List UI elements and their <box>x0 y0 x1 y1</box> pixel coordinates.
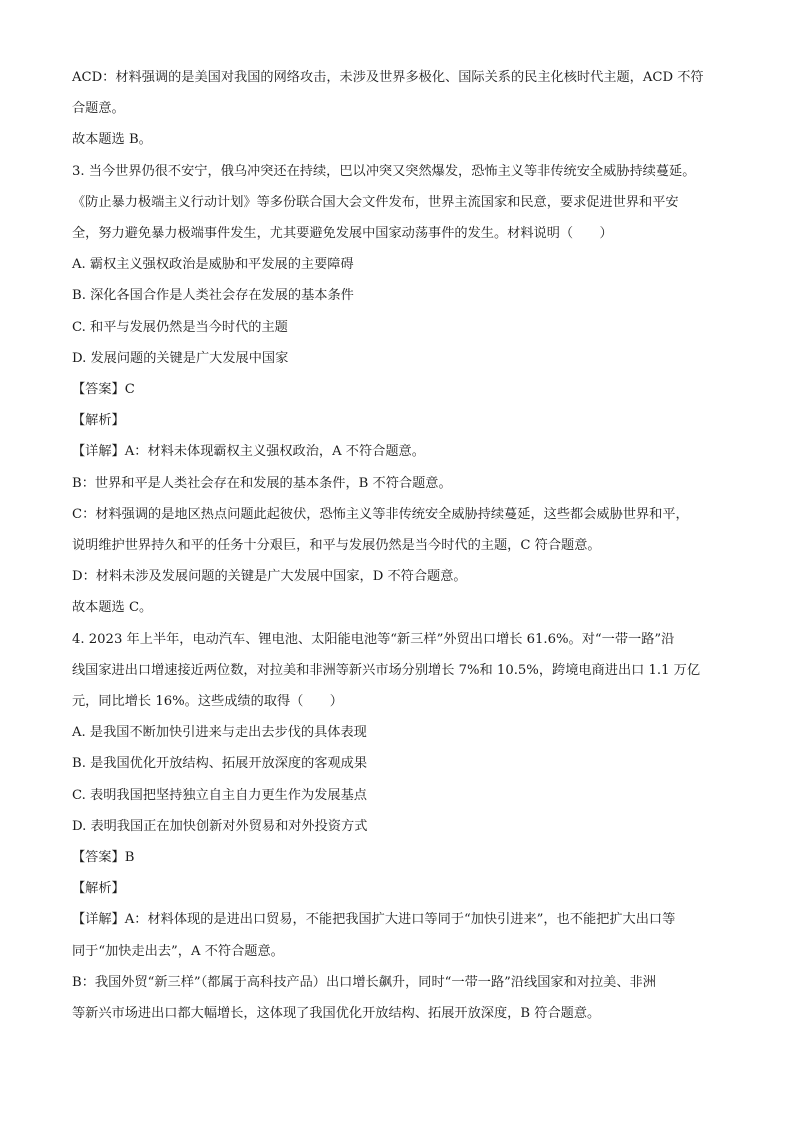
q3-option-c: C. 和平与发展仍然是当今时代的主题 <box>72 319 288 335</box>
q3-option-d: D. 发展问题的关键是广大发展中国家 <box>72 350 289 366</box>
q3-detail-line: B：世界和平是人类社会存在和发展的基本条件，B 不符合题意。 <box>72 475 452 491</box>
q3-detail-line: D：材料未涉及发展问题的关键是广大发展中国家，D 不符合题意。 <box>72 569 467 585</box>
q4-option-a: A. 是我国不断加快引进来与走出去步伐的具体表现 <box>72 725 367 741</box>
q4-stem-line: 线国家进出口增速接近两位数，对拉美和非洲等新兴市场分别增长 7%和 10.5%，跨境电商进出口 1.1 万亿 <box>72 662 701 678</box>
q3-stem-line: 全，努力避免暴力极端事件发生，尤其要避免发展中国家动荡事件的发生。材料说明（ ） <box>72 226 613 242</box>
q4-detail-line: 同于“加快走出去”，A 不符合题意。 <box>72 943 284 959</box>
q4-detail-line: 【详解】A：材料体现的是进出口贸易，不能把我国扩大进口等同于“加快引进来”，也不能把扩大出口等 <box>72 912 676 928</box>
answer-tag: 【答案】 <box>72 382 125 398</box>
q4-detail-line: B：我国外贸“新三样”（都属于高科技产品）出口增长飙升，同时“一带一路”沿线国家和对拉美、非洲 <box>72 974 656 990</box>
q4-option-d: D. 表明我国正在加快创新对外贸易和对外投资方式 <box>72 818 368 834</box>
document-page <box>72 62 724 1029</box>
q4-answer <box>72 842 724 873</box>
q4-stem-line: 元，同比增长 16%。这些成绩的取得（ ） <box>72 694 343 710</box>
q4-analysis-tag: 【解析】 <box>72 881 125 897</box>
q3-analysis-tag: 【解析】 <box>72 413 125 429</box>
answer-value: B <box>124 850 135 866</box>
q4-detail-line: 等新兴市场进出口都大幅增长，这体现了我国优化开放结构、拓展开放深度，B 符合题意。 <box>72 1006 601 1022</box>
q3-detail-line: 说明维护世界持久和平的任务十分艰巨，和平与发展仍然是当今时代的主题，C 符合题意。 <box>72 538 601 554</box>
q2-analysis-line: ACD：材料强调的是美国对我国的网络攻击，未涉及世界多极化、国际关系的民主化核时代主题，ACD 不符 <box>72 70 704 85</box>
q4-stem-line: 4. 2023 年上半年，电动汽车、锂电池、太阳能电池等“新三样”外贸出口增长 61.6%。对“一带一路”沿 <box>72 631 675 647</box>
q3-answer <box>72 374 724 405</box>
q3-detail-line: C：材料强调的是地区热点问题此起彼伏，恐怖主义等非传统安全威胁持续蔓延，这些都会威胁世界和平， <box>72 506 689 522</box>
answer-tag: 【答案】 <box>72 850 125 866</box>
q3-conclusion: 故本题选 C。 <box>72 600 153 616</box>
q4-option-c: C. 表明我国把坚持独立自主自力更生作为发展基点 <box>72 787 367 803</box>
q3-option-b: B. 深化各国合作是人类社会存在发展的基本条件 <box>72 288 354 304</box>
q3-stem-line: 3. 当今世界仍很不安宁，俄乌冲突还在持续，巴以冲突又突然爆发，恐怖主义等非传统安全威胁持续蔓延。 <box>72 163 696 179</box>
q3-stem-line: 《防止暴力极端主义行动计划》等多份联合国大会文件发布，世界主流国家和民意，要求促进世界和平安 <box>72 194 679 210</box>
answer-value: C <box>124 382 135 398</box>
q2-analysis-line: 合题意。 <box>72 101 125 117</box>
q2-conclusion: 故本题选 B。 <box>72 132 152 148</box>
q3-detail-line: 【详解】A：材料未体现霸权主义强权政治，A 不符合题意。 <box>72 444 425 460</box>
q4-option-b: B. 是我国优化开放结构、拓展开放深度的客观成果 <box>72 756 368 772</box>
q3-option-a: A. 霸权主义强权政治是威胁和平发展的主要障碍 <box>72 257 354 273</box>
